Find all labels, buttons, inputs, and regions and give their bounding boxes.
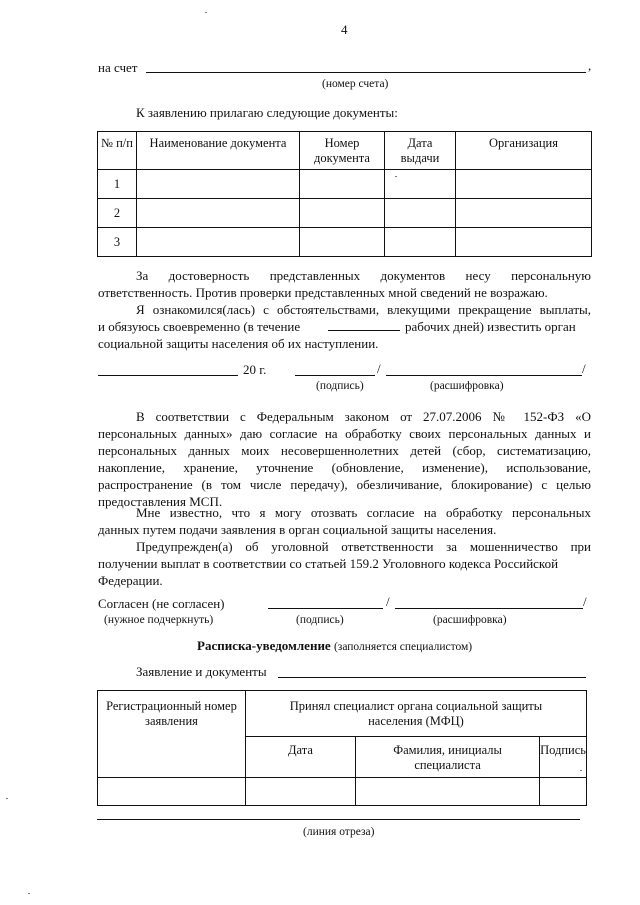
agree-hint: (нужное подчеркнуть) [104,614,214,626]
signature-slash: / [377,361,381,376]
warning-line-3: Федерации. [98,573,163,588]
table-row [98,778,587,806]
responsibility-line-2: ответственность. Против проверки представленных мной сведений не возражаю. [98,285,548,300]
col-doc-name-header: Наименование документа [137,132,300,170]
warning-line-2: получении выплат в соответствии со статьей 159.2 Уголовного кодекса Российской [98,556,559,571]
row-number: 1 [98,170,137,199]
table-cell[interactable] [300,170,385,199]
table-cell[interactable] [245,778,355,806]
table-header-row [98,132,592,170]
scan-speck [205,12,207,13]
table-cell[interactable] [385,170,456,199]
account-caption: (номер счета) [322,78,389,90]
table-cell[interactable] [98,778,246,806]
table-cell[interactable] [356,778,540,806]
signature-field[interactable] [295,375,375,376]
specialist-name-header: Фамилия, инициалы специалиста [356,737,540,778]
page-number: 4 [341,22,348,37]
table-cell[interactable] [456,170,592,199]
table-cell[interactable] [385,228,456,257]
acknowledge-line-1: Я ознакомился(лась) с обстоятельствами, влекущими прекращение выплаты, [136,302,591,317]
receipt-title-bold: Расписка-уведомление [197,638,331,653]
table-row [98,228,592,257]
account-end-mark: , [588,58,592,73]
revoke-line-1: Мне известно, что я могу отозвать согласие на обработку персональных [136,505,591,520]
acknowledge-line-2b: рабочих дней) известить орган [405,319,576,334]
year-label: 20 г. [243,362,267,377]
col-issue-date-header: Дата выдачи [385,132,456,170]
decode-caption: (расшифровка) [430,380,504,392]
row-number: 3 [98,228,137,257]
attachments-intro: К заявлению прилагаю следующие документы: [136,105,398,120]
docs-field[interactable] [278,677,586,678]
receipt-title [197,638,472,655]
date-field[interactable] [98,375,238,376]
docs-label: Заявление и документы [136,664,267,679]
acknowledge-line-3: социальной защиты населения об их наступлении. [98,336,379,351]
signature-slash-end: / [582,361,586,376]
col-number-header: № п/п [98,132,137,170]
revoke-line-2: данных путем подачи заявления в орган социальной защиты населения. [98,522,497,537]
responsibility-line-1: За достоверность представленных документов несу персональную [136,268,591,283]
scan-speck [28,893,30,894]
table-cell[interactable] [137,228,300,257]
working-days-field[interactable] [328,330,400,331]
consent-line-5: распространение (в том числе передачу), обезличивание, блокирование) с целью [98,477,591,492]
table-cell[interactable] [300,228,385,257]
consent-line-6: предоставления МСП. [98,494,223,509]
scan-speck [395,176,397,177]
agree-decode-field[interactable] [395,608,583,609]
consent-line-4: накопление, хранение, уточнение (обновление, изменение), использование, [98,460,591,475]
table-cell[interactable] [300,199,385,228]
receipt-table [97,690,587,806]
agree-slash: / [386,594,390,609]
account-number-field[interactable] [146,72,586,73]
table-cell[interactable] [456,199,592,228]
agree-signature-field[interactable] [268,608,383,609]
signature-decode-field[interactable] [386,375,582,376]
signature-caption: (подпись) [316,380,364,392]
agree-sign-caption: (подпись) [296,614,344,626]
table-cell[interactable] [137,199,300,228]
table-cell[interactable] [385,199,456,228]
cut-line-caption: (линия отреза) [303,826,375,838]
table-row [98,199,592,228]
acknowledge-line-2a: и обязуюсь своевременно (в течение [98,319,301,334]
receipt-title-note: (заполняется специалистом) [333,641,473,653]
warning-line-1: Предупрежден(а) об уголовной ответственности за мошенничество при [136,539,591,554]
table-row [98,170,592,199]
signature-header: Подпись [540,737,587,778]
accepted-by-header: Принял специалист органа социальной защиты населения (МФЦ) [245,691,586,737]
cut-line [97,819,580,820]
table-cell[interactable] [540,778,587,806]
col-organization-header: Организация [456,132,592,170]
col-doc-number-header: Номер документа [300,132,385,170]
agree-decode-caption: (расшифровка) [433,614,507,626]
reg-number-header: Регистрационный номер заявления [98,691,246,778]
consent-line-1: В соответствии с Федеральным законом от 27.07.2006 № 152-ФЗ «О [136,409,591,424]
scan-speck [6,798,8,799]
table-cell[interactable] [456,228,592,257]
table-cell[interactable] [137,170,300,199]
consent-line-2: персональных данных» даю согласие на обработку своих персональных данных и [98,426,591,441]
agree-slash-end: / [583,594,587,609]
agree-label[interactable]: Согласен (не согласен) [98,596,225,611]
consent-line-3: персональных данных моих несовершеннолетних детей (сбор, систематизацию, [98,443,591,458]
row-number: 2 [98,199,137,228]
attachments-table [97,131,592,257]
date-header: Дата [245,737,355,778]
scan-speck [580,770,582,771]
account-label: на счет [98,60,138,75]
